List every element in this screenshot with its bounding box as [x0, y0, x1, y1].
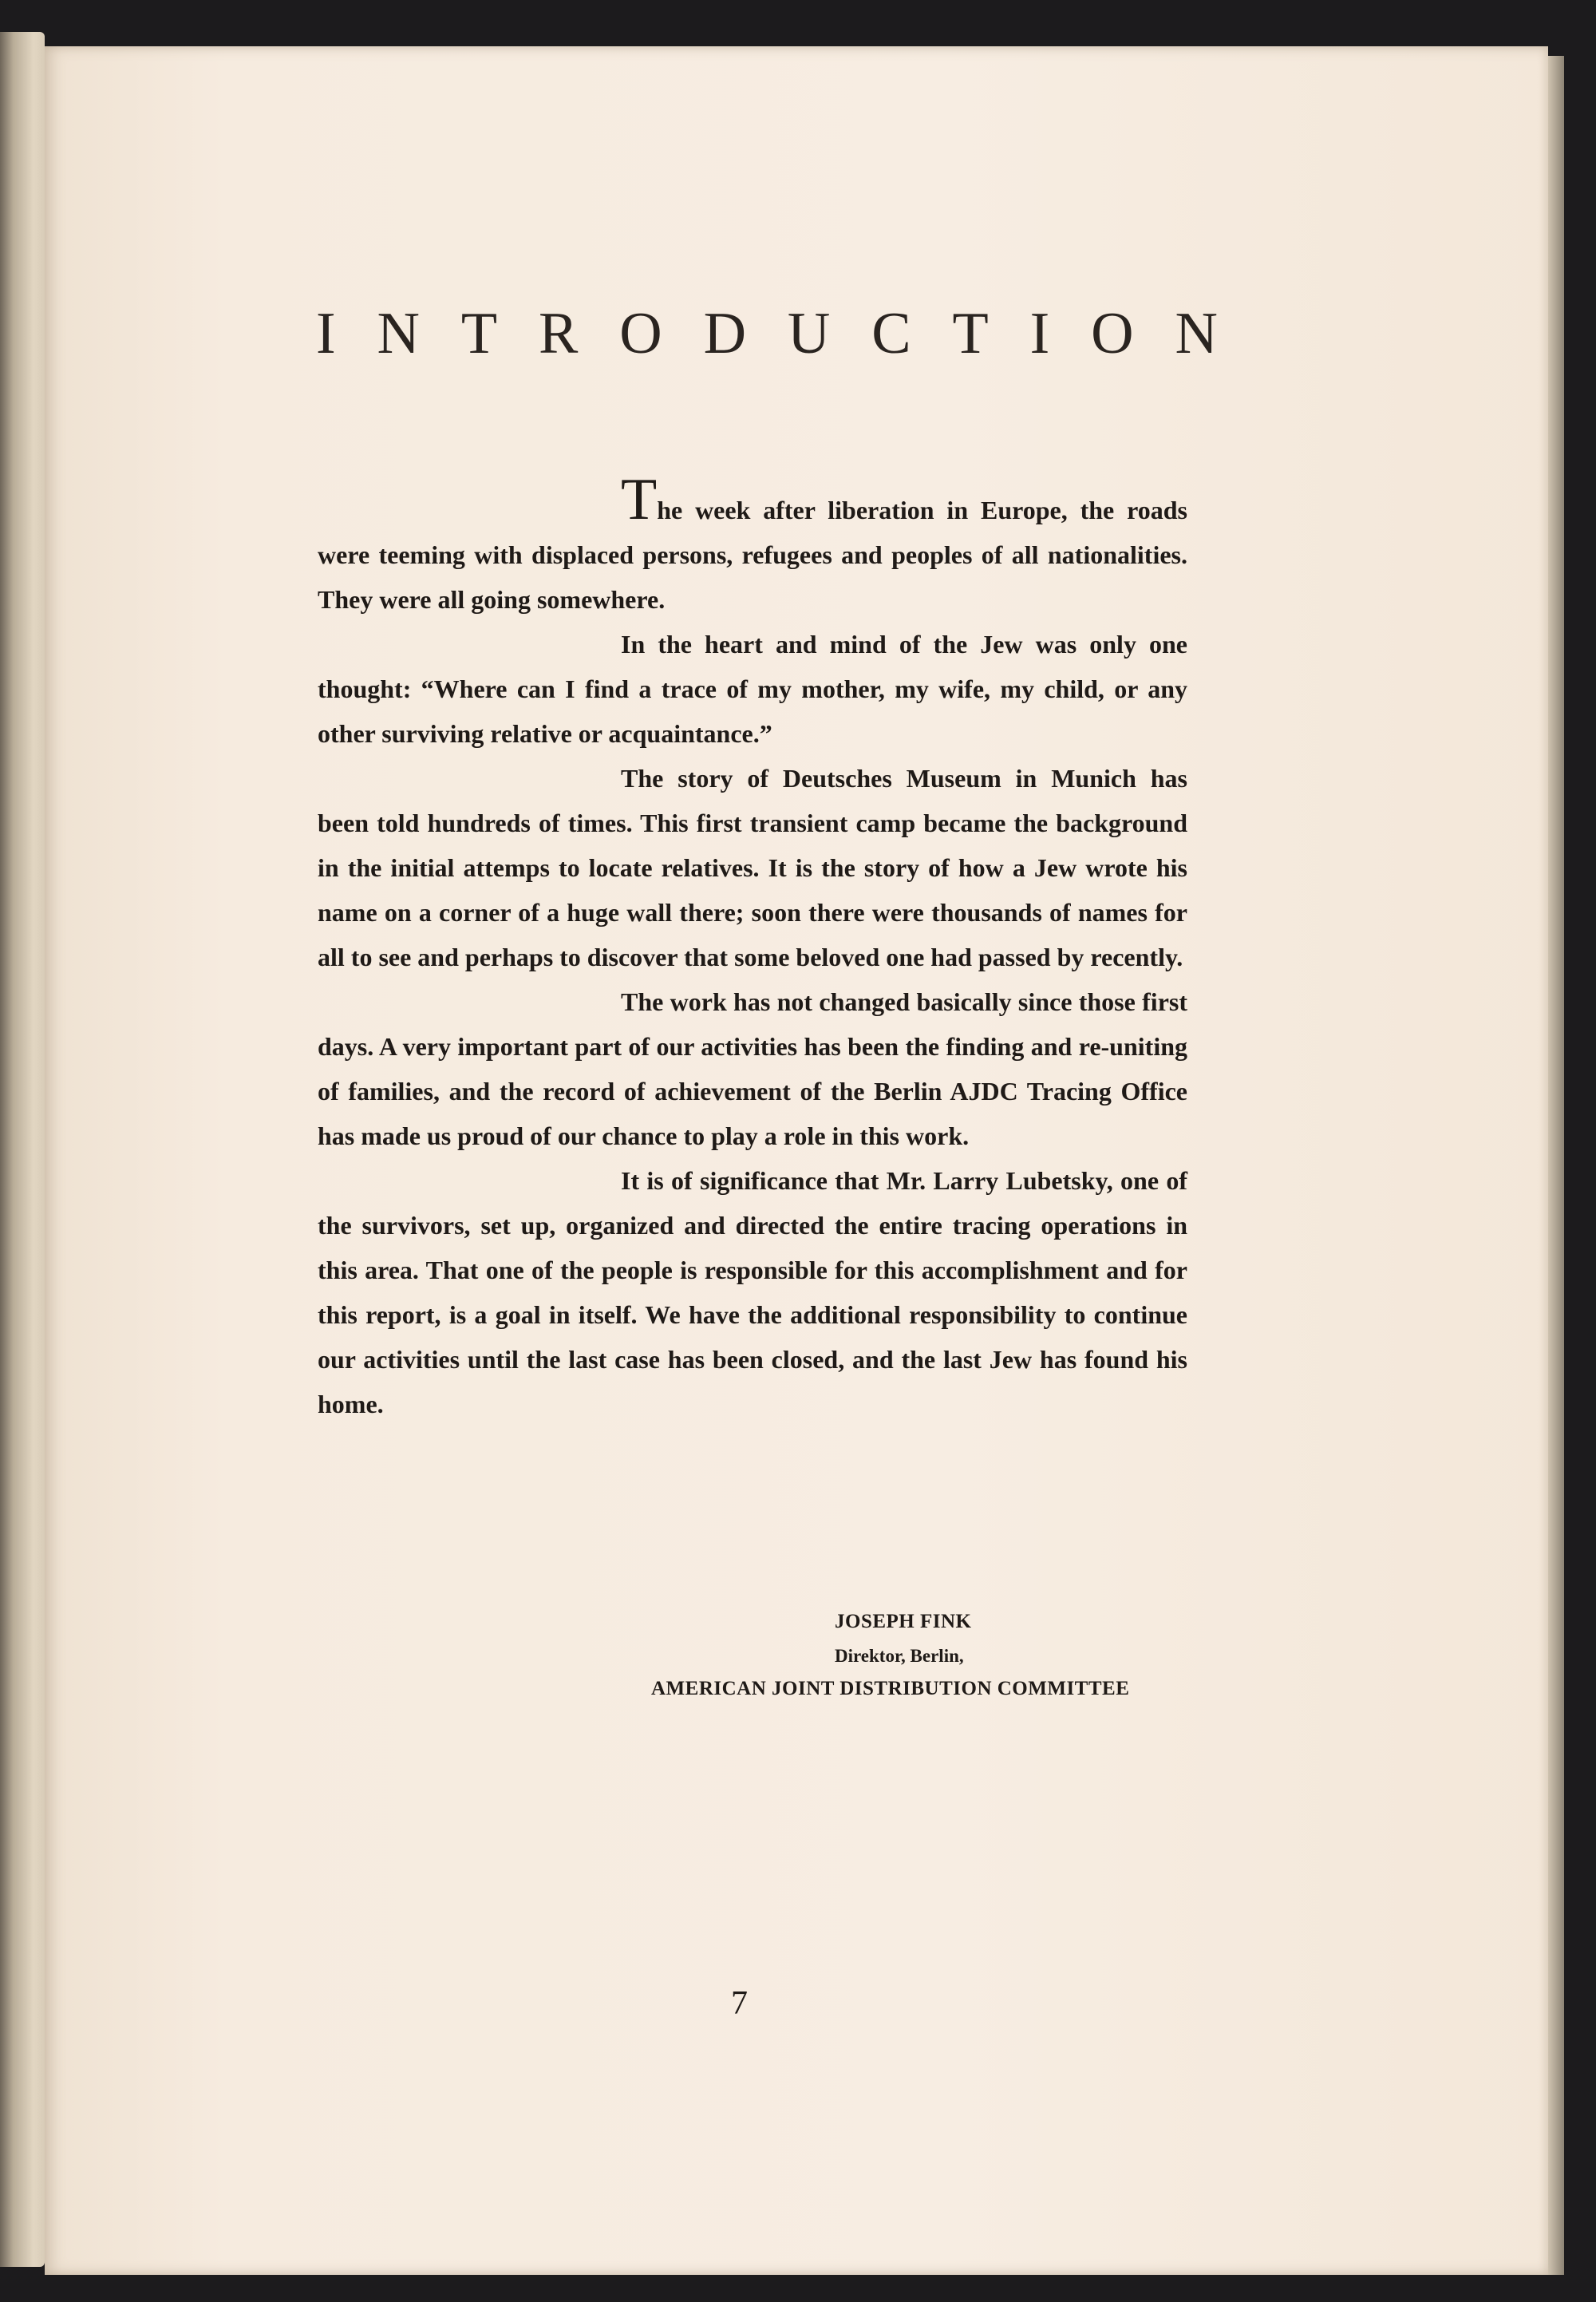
title-letter: R [538, 301, 579, 366]
drop-cap: T [621, 467, 658, 532]
paragraph-1-text: he week after liberation in Europe, the roads were teeming with displaced persons, refugees and peoples of all nationalities. They were all going somewhere. [318, 496, 1187, 614]
right-page-edge [1548, 56, 1564, 2275]
title-letter: D [703, 301, 747, 366]
title-letter: O [1091, 301, 1134, 366]
title-letter: T [460, 301, 498, 366]
title-letter: O [619, 301, 662, 366]
signatory-role: Direktor, Berlin, [835, 1646, 964, 1666]
paragraph-5: It is of significance that Mr. Larry Lubetsky, one of the survivors, set up, organized and directed the entire tracing operations in this area. That one of the people is responsible for this accomplishment and for this report, is a goal in itself. We have the additional responsibility to continue our activities until the last case has been closed, and the last Jew has found his home. [318, 1166, 1187, 1418]
paragraph-3: The story of Deutsches Museum in Munich has been told hundreds of times. This first transient camp became the background in the initial attemps to locate relatives. It is the story of how a Jew wrote his name on a corner of a huge wall there; soon there were thousands of names for all to see and perhaps to discover that some beloved one had passed by recently. [318, 764, 1187, 971]
page-number: 7 [731, 1985, 748, 2022]
paragraph-4: The work has not changed basically since those first days. A very important part of our activities has been the finding and re-uniting of families, and the record of achievement of the Berlin AJDC Tracing Office has made us proud of our chance to play a role in this work. [318, 987, 1187, 1150]
title-letter: I [1029, 301, 1050, 366]
title-letter: N [1175, 301, 1218, 366]
body-text [318, 467, 1187, 1426]
signatory-name: JOSEPH FINK [835, 1611, 972, 1632]
page-title [316, 300, 1218, 368]
signatory-organization: AMERICAN JOINT DISTRIBUTION COMMITTEE [651, 1678, 1130, 1699]
paragraph-1 [318, 467, 1187, 622]
title-letter: I [316, 301, 336, 366]
title-letter: N [377, 301, 420, 366]
paragraph-2: In the heart and mind of the Jew was only one thought: “Where can I find a trace of my mother, my wife, my child, or any other surviving relative or acquaintance.” [318, 630, 1187, 748]
title-letter: U [787, 301, 831, 366]
title-letter: C [871, 301, 911, 366]
left-page-edge [0, 32, 45, 2267]
title-letter: T [952, 301, 989, 366]
document-page [45, 46, 1548, 2275]
